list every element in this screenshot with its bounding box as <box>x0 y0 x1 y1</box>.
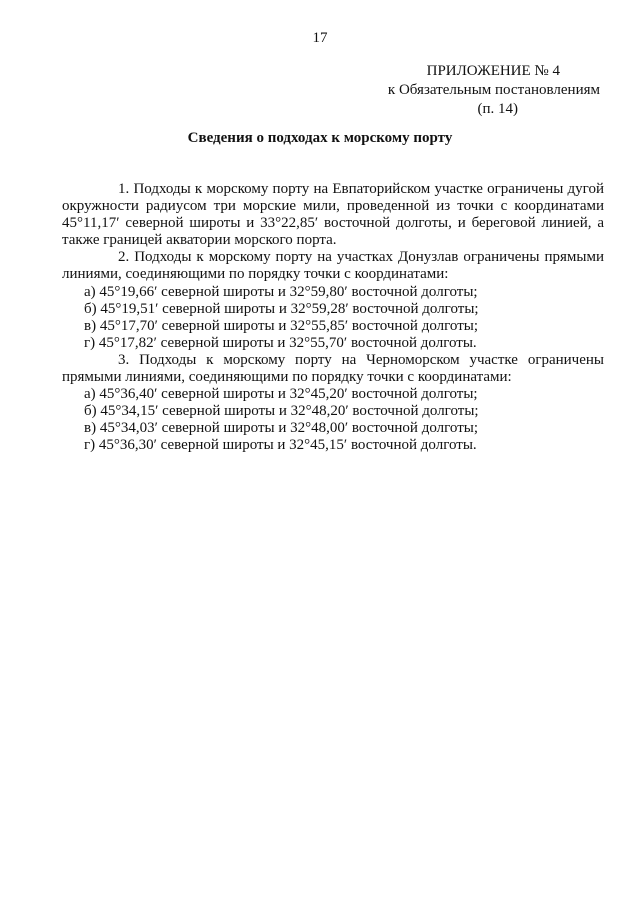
paragraph-donuzlav: 2. Подходы к морскому порту на участках Донузлав ограничены прямыми линиями, соединяющими по порядку точки с координатами: <box>62 249 604 283</box>
list-item: г) 45°17,82′ северной широты и 32°55,70′ восточной долготы. <box>84 334 477 351</box>
document-title: Сведения о подходах к морскому порту <box>187 130 453 146</box>
appendix-header <box>340 62 600 119</box>
list-item: в) 45°17,70′ северной широты и 32°55,85′ восточной долготы; <box>84 317 479 334</box>
list-item: б) 45°34,15′ северной широты и 32°48,20′ восточной долготы; <box>84 403 479 420</box>
list-item: г) 45°36,30′ северной широты и 32°45,15′ восточной долготы. <box>84 437 477 454</box>
list-item: б) 45°19,51′ северной широты и 32°59,28′ восточной долготы; <box>84 300 479 317</box>
page-number: 17 <box>312 30 328 46</box>
list-item: в) 45°34,03′ северной широты и 32°48,00′ восточной долготы; <box>84 420 479 437</box>
list-item: а) 45°19,66′ северной широты и 32°59,80′ восточной долготы; <box>84 283 478 300</box>
appendix-title: ПРИЛОЖЕНИЕ № 4 <box>426 63 560 79</box>
paragraph-evpatoria: 1. Подходы к морскому порту на Евпаторийском участке ограничены дугой окружности радиусом три морские мили, проведенной из точки с координатами 45°11,17′ северной широты и 33°22,85′ восточной долготы, и береговой линией, а также границей акватории морского порта. <box>62 181 604 249</box>
list-item: а) 45°36,40′ северной широты и 32°45,20′ восточной долготы; <box>84 386 478 403</box>
appendix-clause: (п. 14) <box>477 101 518 117</box>
document-body <box>62 181 604 455</box>
appendix-reference: к Обязательным постановлениям <box>387 82 600 98</box>
paragraph-chernomorsk: 3. Подходы к морскому порту на Черноморском участке ограничены прямыми линиями, соединяющими по порядку точки с координатами: <box>62 351 604 386</box>
